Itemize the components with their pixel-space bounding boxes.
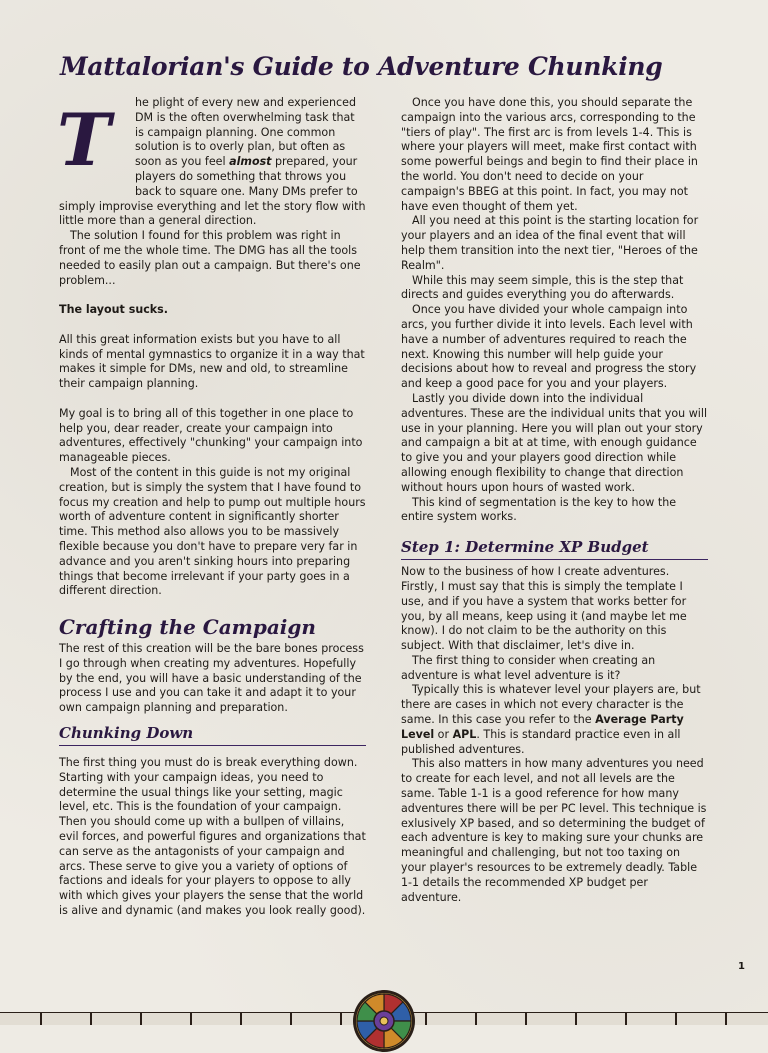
paragraph <box>401 683 708 757</box>
paragraph: My goal is to bring all of this together in one place to help you, dear reader, create your campaign into adventures, effectively "chunking" your campaign into manageable pieces. <box>59 406 363 465</box>
paragraph: The solution I found for this problem was right in front of me the whole time. The DMG has all the tools needed to easily plan out a campaign. But there's one problem... <box>59 229 361 287</box>
drop-cap: T <box>57 97 111 182</box>
document-title: Mattalorian's Guide to Adventure Chunking <box>60 52 663 81</box>
paragraph: Once you have divided your whole campaign into arcs, you further divide it into levels. Each level with have a number of adventures required to reach the next. Knowing this number will help guide your decisions about how to reveal and progress the story and keep a good pace for you and your players. <box>401 303 697 391</box>
text: . This is standard practice even in all published adventures. <box>401 727 681 756</box>
left-column <box>59 96 366 919</box>
right-column <box>401 96 708 905</box>
paragraph: Once you have done this, you should separate the campaign into the various arcs, corresponding to the "tiers of play". The first arc is from levels 1-4. This is where your players will meet, make first contact with some powerful beings and begin to find their place in the world. You don't need to decide on your campaign's BBEG at this point. In fact, you may not have even thought of them yet. <box>401 96 698 213</box>
term-apl: APL <box>452 727 477 741</box>
callout-layout-sucks: The layout sucks. <box>59 303 168 317</box>
subheading-xp-budget: Step 1: Determine XP Budget <box>401 538 708 560</box>
paragraph: Now to the business of how I create adventures. Firstly, I must say that this is simply the template I use, and if you have a system that works better for you, by all means, keep using it (and maybe let me know). I do not claim to be the authority on this subject. With that disclaimer, let's dive in. <box>401 565 687 653</box>
paragraph: While this may seem simple, this is the step that directs and guides everything you do afterwards. <box>401 273 684 302</box>
paragraph: Lastly you divide down into the individual adventures. These are the individual units that you will use in your planning. Here you will plan out your story and campaign a bit at at time, with enough guidance to give you and your players good direction while allowing enough flexibility to change that direction without hours upon hours of wasted work. <box>401 391 708 494</box>
text: or <box>434 727 453 741</box>
term-average-party-level: Average Party Level <box>401 713 684 741</box>
paragraph: Most of the content in this guide is not my original creation, but is simply the system that I have found to focus my creation and help to pump out multiple hours worth of adventure content in significantly shorter time. This method also allows you to be massively flexible because you don't have to prepare very far in advance and you aren't sinking hours into preparing things that become irrelevant if your party goes in a different direction. <box>59 465 366 598</box>
paragraph: This kind of segmentation is the key to how the entire system works. <box>401 495 677 524</box>
text: Typically this is whatever level your players are, but there are cases in which not every character is the same. In this case you refer to the <box>401 683 701 727</box>
rose-window-icon <box>352 989 416 1053</box>
emphasis-almost: almost <box>229 155 272 169</box>
section-heading-crafting: Crafting the Campaign <box>59 615 316 640</box>
paragraph: This also matters in how many adventures you need to create for each level, and not all levels are the same. Table 1-1 is a good reference for how many adventures there will be per PC level. This technique is exlusively XP based, and so determining the budget of each adventure is key to making sure your chunks are meaningful and challenging, but not too taxing on your player's resources to be extremely deadly. Table 1-1 details the recommended XP budget per adventure. <box>401 757 707 904</box>
intro-text-end: prepared, your players do something that throws you back to square one. Many DMs prefer to simply improvise everything and let the story flow with little more than a general direction. <box>59 155 366 228</box>
paragraph: The first thing to consider when creating an adventure is what level adventure is it? <box>401 653 656 682</box>
paragraph: All you need at this point is the starting location for your players and an idea of the final event that will help them transition into the next tier, "Heroes of the Realm". <box>401 214 699 272</box>
paragraph: All this great information exists but you have to all kinds of mental gymnastics to organize it in a way that makes it simple for DMs, new and old, to streamline their campaign planning. <box>59 332 365 391</box>
paragraph: The first thing you must do is break everything down. Starting with your campaign ideas, you need to determine the usual things like your setting, magic level, etc. This is the foundation of your campaign. Then you should come up with a bullpen of villains, evil forces, and powerful figures and organizations that can serve as the antagonists of your campaign and arcs. These serve to give you a variety of options of factions and ideals for your players to oppose to ally with which gives your players the sense that the world is alive and dynamic (and makes you look really good). <box>59 756 366 918</box>
intro-paragraph <box>59 96 366 229</box>
paragraph: The rest of this creation will be the bare bones process I go through when creating my adventures. Hopefully by the end, you will have a basic understanding of the process I use and you can take it and adapt it to your own campaign planning and preparation. <box>59 642 364 715</box>
subheading-chunking-down: Chunking Down <box>59 724 366 746</box>
intro-text: he plight of every new and experienced DM is the often overwhelming task that is campaign planning. One common solution is to overly plan, but often as soon as you feel <box>135 96 357 169</box>
page-number: 1 <box>738 961 745 972</box>
